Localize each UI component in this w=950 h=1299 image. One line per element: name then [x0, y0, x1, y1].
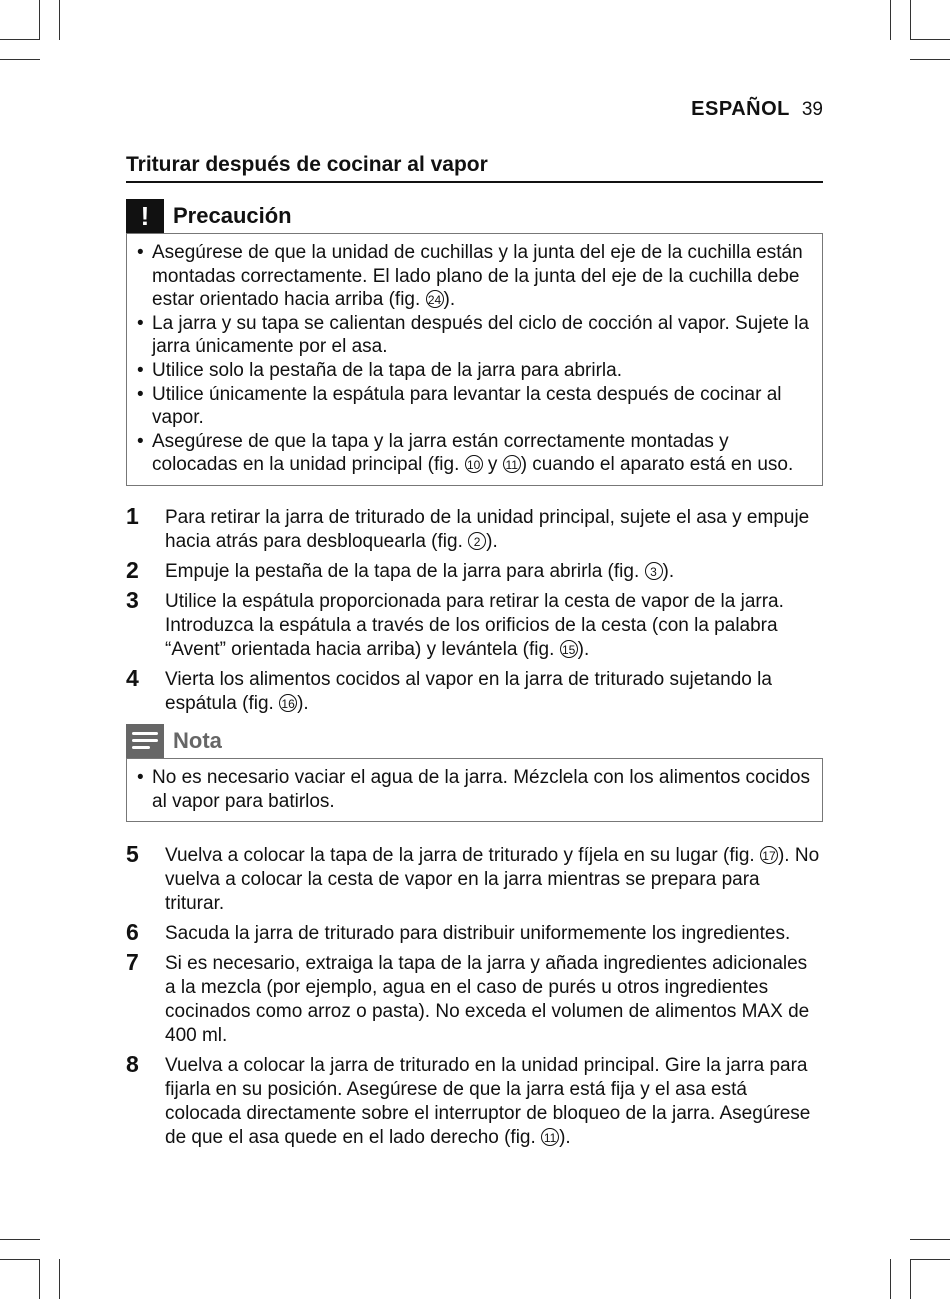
text-run: Sacuda la jarra de triturado para distribuir uniformemente los ingredientes. — [165, 923, 791, 945]
step-text — [165, 668, 823, 716]
caution-title: Precaución — [173, 203, 292, 228]
step-number: 1 — [126, 502, 139, 529]
crop-mark — [910, 1259, 950, 1260]
text-run: Si es necesario, extraiga la tapa de la jarra y añada ingredientes adicionales a la mezcla (por ejemplo, agua en el caso de purés u otros ingredientes cocinados como arroz o pasta). No exceda el volumen de alimentos MAX de 400 ml. — [165, 953, 810, 1047]
text-run: ). — [443, 289, 456, 311]
caution-list — [135, 241, 810, 477]
note-header — [126, 724, 823, 758]
crop-mark — [59, 0, 60, 40]
step-item — [126, 556, 823, 584]
step-text — [165, 844, 823, 916]
figure-reference: 16 — [279, 694, 297, 712]
step-text — [165, 952, 823, 1048]
text-run: Vuelva a colocar la jarra de triturado en la unidad principal. Gire la jarra para fijarla en su posición. Asegúrese de que la jarra está fija y el asa está colocada directamente sobre el interruptor de bloqueo de la jarra. Asegúrese de que el asa quede en el lado derecho (fig. — [165, 1055, 811, 1149]
step-text — [165, 560, 823, 584]
figure-reference: 11 — [541, 1128, 559, 1146]
step-item — [126, 919, 823, 946]
bullet-item — [135, 383, 810, 430]
text-run: ). — [486, 530, 498, 552]
crop-mark — [59, 1259, 60, 1299]
page-content — [126, 153, 823, 1156]
section-title: Triturar después de cocinar al vapor — [126, 153, 823, 183]
text-run: No es necesario vaciar el agua de la jarra. Mézclela con los alimentos cocidos al vapor para batirlos. — [152, 766, 810, 812]
caution-box — [126, 233, 823, 486]
crop-mark — [0, 1259, 40, 1260]
language-label: ESPAÑOL — [691, 98, 790, 120]
text-run: ). — [662, 560, 675, 582]
crop-mark — [0, 39, 40, 40]
bullet-item — [135, 359, 810, 383]
text-run: ). — [577, 638, 590, 660]
bullet-item — [135, 312, 810, 359]
crop-mark — [39, 1259, 40, 1299]
crop-mark — [910, 39, 950, 40]
text-run: Utilice únicamente la espátula para levantar la cesta después de cocinar al vapor. — [152, 383, 782, 429]
step-text — [165, 922, 823, 946]
steps-list — [126, 502, 823, 716]
step-number: 8 — [126, 1051, 139, 1078]
note-box — [126, 758, 823, 822]
page-header — [691, 98, 823, 121]
bullet-item — [135, 241, 810, 312]
note-title: Nota — [173, 727, 222, 753]
text-run: ) cuando el aparato está en uso. — [520, 454, 794, 476]
figure-reference: 10 — [465, 455, 483, 473]
text-run: Empuje la pestaña de la tapa de la jarra para abrirla (fig. — [165, 560, 645, 582]
step-number: 5 — [126, 841, 139, 868]
text-run: Asegúrese de que la tapa y la jarra están correctamente montadas y colocadas en la unidad principal (fig. — [152, 430, 729, 476]
crop-mark — [910, 1259, 911, 1299]
note-lines-icon — [126, 724, 164, 758]
figure-reference: 15 — [560, 640, 578, 658]
text-run: La jarra y su tapa se calientan después del ciclo de cocción al vapor. Sujete la jarra únicamente por el asa. — [152, 312, 809, 358]
text-run: Para retirar la jarra de triturado de la unidad principal, sujete el asa y empuje hacia atrás para desbloquearla (fig. — [165, 506, 810, 552]
figure-reference: 11 — [503, 455, 521, 473]
crop-mark — [0, 59, 40, 60]
bullet-item — [135, 766, 810, 813]
step-item — [126, 502, 823, 554]
note-callout — [126, 724, 823, 822]
step-number: 6 — [126, 919, 139, 946]
crop-mark — [0, 1239, 40, 1240]
crop-mark — [910, 59, 950, 60]
crop-mark — [910, 1239, 950, 1240]
steps-list — [126, 841, 823, 1150]
figure-reference: 2 — [468, 532, 486, 550]
figure-reference: 17 — [760, 846, 778, 864]
text-run: Vierta los alimentos cocidos al vapor en la jarra de triturado sujetando la espátula (fig. — [165, 668, 772, 714]
text-run: ). — [559, 1127, 571, 1149]
text-run: Asegúrese de que la unidad de cuchillas y la junta del eje de la cuchilla están montadas correctamente. El lado plano de la junta del eje de la cuchilla debe estar orientado hacia arriba (fig. — [152, 242, 803, 311]
bullet-item — [135, 430, 810, 477]
text-run: y — [482, 454, 503, 476]
crop-mark — [910, 0, 911, 40]
step-item — [126, 1051, 823, 1150]
step-number: 2 — [126, 556, 139, 583]
text-run: Vuelva a colocar la tapa de la jarra de triturado y fíjela en su lugar (fig. — [165, 845, 760, 867]
text-run: Utilice la espátula proporcionada para retirar la cesta de vapor de la jarra. Introduzca la espátula a través de los orificios de la cesta (con la palabra “Avent” orientada hacia arriba) y levántela (fig. — [165, 590, 784, 660]
page-number: 39 — [801, 99, 823, 120]
figure-reference: 24 — [426, 290, 444, 308]
text-run: ). No vuelva a colocar la cesta de vapor en la jarra mientras se prepara para triturar. — [165, 845, 820, 915]
step-item — [126, 841, 823, 916]
step-number: 3 — [126, 586, 139, 613]
exclamation-icon: ! — [126, 199, 164, 233]
step-item — [126, 949, 823, 1048]
caution-callout — [126, 199, 823, 486]
text-run: Utilice solo la pestaña de la tapa de la jarra para abrirla. — [152, 359, 622, 381]
step-number: 4 — [126, 664, 139, 691]
text-run: ). — [297, 692, 309, 714]
crop-mark — [890, 1259, 891, 1299]
crop-mark — [39, 0, 40, 40]
step-text — [165, 590, 823, 662]
step-text — [165, 1054, 823, 1150]
crop-mark — [890, 0, 891, 40]
figure-reference: 3 — [645, 562, 663, 580]
note-list — [135, 766, 810, 813]
caution-header — [126, 199, 823, 233]
step-item — [126, 586, 823, 662]
step-number: 7 — [126, 949, 139, 976]
step-item — [126, 664, 823, 716]
step-text — [165, 506, 823, 554]
